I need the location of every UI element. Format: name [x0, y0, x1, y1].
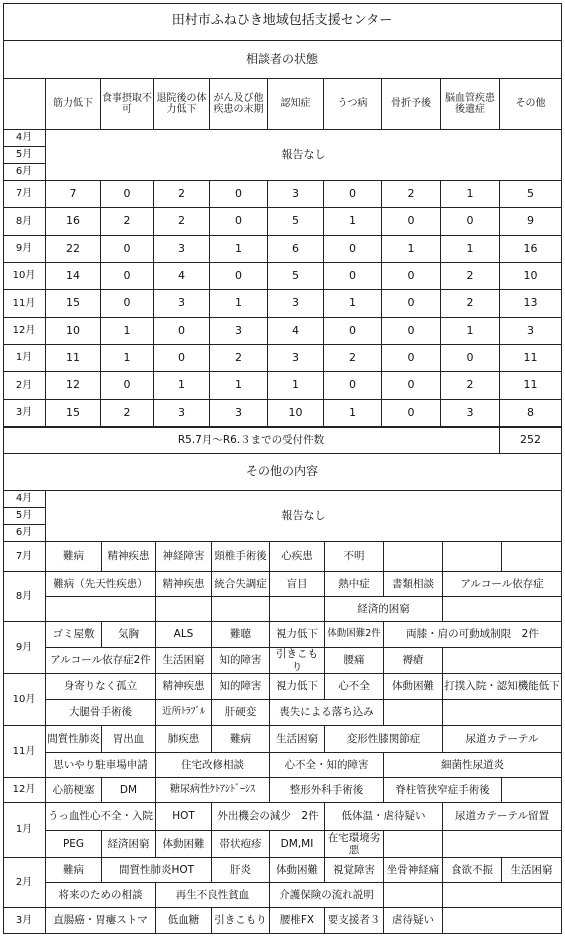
- month-label: 6月: [3, 525, 46, 542]
- other-item: 近所ﾄﾗﾌﾞﾙ: [156, 700, 212, 726]
- other-item: 体動困難2件: [325, 622, 384, 648]
- count-cell: 5: [500, 181, 562, 208]
- other-item: 視覚障害: [325, 858, 384, 883]
- month-label: 12月: [3, 778, 46, 803]
- other-item: 脊柱管狭窄症手術後: [384, 778, 502, 803]
- count-cell: 15: [46, 290, 101, 318]
- month-label: 3月: [3, 908, 46, 934]
- count-cell: 3: [210, 318, 268, 345]
- count-cell: 1: [210, 372, 268, 400]
- other-item: 生活困窮: [502, 858, 562, 883]
- count-cell: 0: [210, 181, 268, 208]
- other-item: 直腸癌・胃瘻ストマ: [46, 908, 156, 934]
- header-cell: 食事摂取不可: [101, 79, 154, 130]
- other-no-report-note: 報告なし: [46, 491, 562, 542]
- month-label: 3月: [3, 400, 46, 427]
- count-cell: 3: [154, 400, 210, 427]
- month-label: 9月: [3, 236, 46, 263]
- other-item: 難病: [46, 858, 102, 883]
- other-item: 精神疾患: [156, 674, 212, 700]
- month-label: 7月: [3, 181, 46, 208]
- empty-cell: [270, 597, 325, 622]
- count-cell: 1: [441, 318, 500, 345]
- header-cell: 認知症: [268, 79, 324, 130]
- count-cell: 1: [324, 208, 382, 236]
- other-item: 再生不良性貧血: [156, 883, 270, 908]
- other-item: 難病: [46, 542, 102, 572]
- other-item: 経済困窮: [102, 831, 156, 858]
- month-label: 4月: [3, 130, 46, 147]
- other-item: DM,MI: [270, 831, 325, 858]
- other-item: 尿道カテーテル留置: [443, 803, 562, 831]
- count-cell: 2: [154, 208, 210, 236]
- count-cell: 2: [101, 208, 154, 236]
- count-cell: 0: [324, 372, 382, 400]
- other-item: 肺疾患: [156, 726, 212, 753]
- count-cell: 1: [268, 372, 324, 400]
- month-label: 4月: [3, 491, 46, 508]
- empty-cell: [384, 831, 443, 858]
- other-item: 胃出血: [102, 726, 156, 753]
- other-item: 引きこもり: [270, 648, 325, 674]
- other-item: 心不全: [325, 674, 384, 700]
- other-item: 要支援者３: [325, 908, 384, 934]
- count-cell: 11: [46, 345, 101, 372]
- count-cell: 8: [500, 400, 562, 427]
- count-cell: 2: [382, 181, 441, 208]
- other-item: 住宅改修相談: [156, 753, 270, 778]
- other-item: 将来のための相談: [46, 883, 156, 908]
- count-cell: 1: [210, 290, 268, 318]
- other-item: 経済的困窮: [325, 597, 443, 622]
- empty-cell: [443, 908, 562, 934]
- empty-cell: [443, 831, 562, 858]
- total-count: 252: [500, 427, 562, 454]
- month-label: 7月: [3, 542, 46, 572]
- other-item: 腰痛: [325, 648, 384, 674]
- count-cell: 9: [500, 208, 562, 236]
- other-item: 心不全・知的障害: [270, 753, 384, 778]
- count-cell: 2: [210, 345, 268, 372]
- other-item: 生活困窮: [156, 648, 212, 674]
- other-item: 不明: [325, 542, 384, 572]
- other-item: 体動困難: [270, 858, 325, 883]
- other-item: 低血糖: [156, 908, 212, 934]
- other-item: 低体温・虐待疑い: [325, 803, 443, 831]
- total-label: R5.7月～R6.３までの受付件数: [3, 427, 500, 454]
- header-cell: がん及び他疾患の末期: [210, 79, 268, 130]
- count-cell: 0: [382, 400, 441, 427]
- count-cell: 2: [154, 181, 210, 208]
- count-cell: 3: [154, 290, 210, 318]
- count-cell: 0: [324, 236, 382, 263]
- empty-cell: [443, 700, 562, 726]
- count-cell: 0: [382, 290, 441, 318]
- empty-cell: [46, 597, 156, 622]
- other-item: 変形性膝関節症: [325, 726, 443, 753]
- other-item: 引きこもり: [212, 908, 270, 934]
- other-item: 在宅環境劣悪: [325, 831, 384, 858]
- other-item: 盲目: [270, 572, 325, 597]
- other-item: 心疾患: [270, 542, 325, 572]
- header-cell: うつ病: [324, 79, 382, 130]
- count-cell: 2: [441, 290, 500, 318]
- month-label: 6月: [3, 164, 46, 181]
- other-item: 虐待疑い: [384, 908, 443, 934]
- other-item: 頸椎手術後: [212, 542, 270, 572]
- other-item: 視力低下: [270, 622, 325, 648]
- count-cell: 1: [441, 181, 500, 208]
- count-cell: 0: [382, 318, 441, 345]
- month-label: 12月: [3, 318, 46, 345]
- count-cell: 2: [441, 372, 500, 400]
- other-item: 心筋梗塞: [46, 778, 102, 803]
- count-cell: 1: [101, 318, 154, 345]
- month-label: 10月: [3, 263, 46, 290]
- month-label: 5月: [3, 508, 46, 525]
- other-item: アルコール依存症: [443, 572, 562, 597]
- other-item: 打撲入院・認知機能低下: [443, 674, 562, 700]
- month-label: 1月: [3, 345, 46, 372]
- month-label: 9月: [3, 622, 46, 674]
- report-sheet: [3, 3, 562, 934]
- other-item: 間質性肺炎HOT: [102, 858, 212, 883]
- month-label: 11月: [3, 290, 46, 318]
- other-item: 体動困難: [384, 674, 443, 700]
- count-cell: 0: [324, 263, 382, 290]
- other-item: 大腿骨手術後: [46, 700, 156, 726]
- other-item: 難病（先天性疾患）: [46, 572, 156, 597]
- count-cell: 11: [500, 372, 562, 400]
- count-cell: 1: [441, 236, 500, 263]
- section-heading-other: その他の内容: [3, 454, 562, 491]
- count-cell: 6: [268, 236, 324, 263]
- empty-cell: [384, 883, 443, 908]
- other-item: 視力低下: [270, 674, 325, 700]
- empty-cell: [502, 542, 562, 572]
- count-cell: 5: [268, 263, 324, 290]
- other-item: 両膝・肩の可動域制限 2件: [384, 622, 562, 648]
- count-cell: 1: [382, 236, 441, 263]
- count-cell: 0: [324, 181, 382, 208]
- count-cell: 3: [441, 400, 500, 427]
- empty-cell: [443, 883, 562, 908]
- other-item: 喪失による落ち込み: [270, 700, 384, 726]
- count-cell: 0: [101, 181, 154, 208]
- other-item: 思いやり駐車場申請: [46, 753, 156, 778]
- count-cell: 1: [324, 400, 382, 427]
- other-item: 難聴: [212, 622, 270, 648]
- other-item: 書類相談: [384, 572, 443, 597]
- other-item: 帯状疱疹: [212, 831, 270, 858]
- count-cell: 0: [441, 345, 500, 372]
- other-item: 間質性肺炎: [46, 726, 102, 753]
- month-label: 2月: [3, 372, 46, 400]
- other-item: 坐骨神経痛: [384, 858, 443, 883]
- count-cell: 3: [210, 400, 268, 427]
- count-cell: 7: [46, 181, 101, 208]
- count-cell: 0: [382, 372, 441, 400]
- other-item: PEG: [46, 831, 102, 858]
- other-item: 知的障害: [212, 674, 270, 700]
- page-title: 田村市ふねひき地域包括支援センター: [3, 3, 562, 41]
- other-item: ALS: [156, 622, 212, 648]
- other-item: アルコール依存症2件: [46, 648, 156, 674]
- other-item: 難病: [212, 726, 270, 753]
- header-blank: [3, 79, 46, 130]
- count-cell: 10: [46, 318, 101, 345]
- empty-cell: [384, 542, 443, 572]
- empty-cell: [443, 542, 502, 572]
- empty-cell: [502, 778, 562, 803]
- other-item: 精神疾患: [156, 572, 212, 597]
- header-cell: 筋力低下: [46, 79, 101, 130]
- other-item: HOT: [156, 803, 212, 831]
- count-cell: 1: [324, 290, 382, 318]
- other-item: 熱中症: [325, 572, 384, 597]
- count-cell: 2: [101, 400, 154, 427]
- no-report-note: 報告なし: [46, 130, 562, 181]
- count-cell: 0: [210, 263, 268, 290]
- count-cell: 3: [154, 236, 210, 263]
- count-cell: 4: [268, 318, 324, 345]
- count-cell: 3: [500, 318, 562, 345]
- empty-cell: [212, 597, 270, 622]
- count-cell: 0: [382, 208, 441, 236]
- other-item: 腰椎FX: [270, 908, 325, 934]
- other-item: 精神疾患: [102, 542, 156, 572]
- header-cell: 脳血管疾患後遺症: [441, 79, 500, 130]
- month-label: 2月: [3, 858, 46, 908]
- count-cell: 0: [441, 208, 500, 236]
- count-cell: 2: [324, 345, 382, 372]
- empty-cell: [384, 700, 443, 726]
- count-cell: 3: [268, 290, 324, 318]
- other-item: 尿道カテーテル: [443, 726, 562, 753]
- other-item: 気胸: [102, 622, 156, 648]
- count-cell: 11: [500, 345, 562, 372]
- empty-cell: [156, 597, 212, 622]
- header-cell: 骨折予後: [382, 79, 441, 130]
- count-cell: 16: [46, 208, 101, 236]
- other-item: うっ血性心不全・入院: [46, 803, 156, 831]
- month-label: 8月: [3, 208, 46, 236]
- count-cell: 0: [382, 345, 441, 372]
- empty-cell: [443, 597, 562, 622]
- count-cell: 1: [210, 236, 268, 263]
- month-label: 11月: [3, 726, 46, 778]
- month-label: 5月: [3, 147, 46, 164]
- count-cell: 3: [268, 345, 324, 372]
- count-cell: 0: [101, 372, 154, 400]
- count-cell: 4: [154, 263, 210, 290]
- other-item: 統合失調症: [212, 572, 270, 597]
- count-cell: 3: [268, 181, 324, 208]
- count-cell: 14: [46, 263, 101, 290]
- other-item: 整形外科手術後: [270, 778, 384, 803]
- count-cell: 13: [500, 290, 562, 318]
- other-item: ゴミ屋敷: [46, 622, 102, 648]
- other-item: 食欲不振: [443, 858, 502, 883]
- other-item: 糖尿病性ｹﾄｱｼﾄﾞｰｼｽ: [156, 778, 270, 803]
- count-cell: 0: [154, 345, 210, 372]
- other-item: 神経障害: [156, 542, 212, 572]
- count-cell: 22: [46, 236, 101, 263]
- other-item: 知的障害: [212, 648, 270, 674]
- other-item: 介護保険の流れ説明: [270, 883, 384, 908]
- month-label: 10月: [3, 674, 46, 726]
- other-item: 体動困難: [156, 831, 212, 858]
- other-item: 生活困窮: [270, 726, 325, 753]
- other-item: 細菌性尿道炎: [384, 753, 562, 778]
- count-cell: 12: [46, 372, 101, 400]
- count-cell: 0: [101, 236, 154, 263]
- other-item: 身寄りなく孤立: [46, 674, 156, 700]
- count-cell: 15: [46, 400, 101, 427]
- month-label: 8月: [3, 572, 46, 622]
- month-label: 1月: [3, 803, 46, 858]
- other-item: 褥瘡: [384, 648, 443, 674]
- count-cell: 5: [268, 208, 324, 236]
- count-cell: 0: [101, 290, 154, 318]
- count-cell: 0: [324, 318, 382, 345]
- count-cell: 2: [441, 263, 500, 290]
- other-item: 肝硬変: [212, 700, 270, 726]
- count-cell: 10: [500, 263, 562, 290]
- empty-cell: [443, 648, 562, 674]
- count-cell: 0: [101, 263, 154, 290]
- count-cell: 1: [101, 345, 154, 372]
- header-cell: 退院後の体力低下: [154, 79, 210, 130]
- count-cell: 1: [154, 372, 210, 400]
- count-cell: 10: [268, 400, 324, 427]
- other-item: DM: [102, 778, 156, 803]
- count-cell: 0: [210, 208, 268, 236]
- count-cell: 0: [154, 318, 210, 345]
- other-item: 外出機会の減少 2件: [212, 803, 325, 831]
- other-item: 肝炎: [212, 858, 270, 883]
- header-cell: その他: [500, 79, 562, 130]
- section-heading-status: 相談者の状態: [3, 41, 562, 79]
- count-cell: 0: [382, 263, 441, 290]
- count-cell: 16: [500, 236, 562, 263]
